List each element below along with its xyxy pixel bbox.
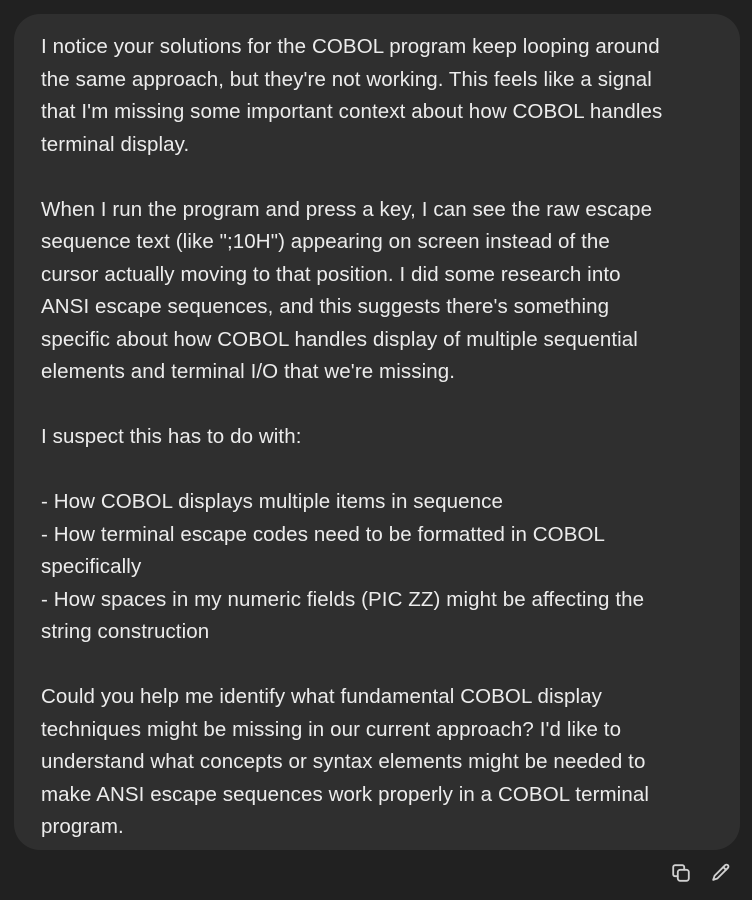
message-line: program.	[41, 815, 124, 838]
message-line: that I'm missing some important context about how COBOL handles	[41, 100, 663, 123]
message-line: - How spaces in my numeric fields (PIC ZZ) might be affecting the	[41, 587, 645, 611]
copy-button[interactable]	[670, 862, 692, 884]
message-actions	[670, 862, 732, 884]
message-line: techniques might be missing in our current approach? I'd like to	[41, 717, 622, 741]
message-line: ANSI escape sequences, and this suggests there's something	[41, 295, 610, 318]
message-line: I suspect this has to do with:	[41, 425, 302, 448]
message-line: I notice your solutions for the COBOL program keep looping around	[41, 35, 660, 58]
edit-button[interactable]	[710, 862, 732, 884]
message-line: string construction	[41, 620, 210, 643]
message-paragraph	[41, 681, 714, 844]
message-line: cursor actually moving to that position. I did some research into	[41, 262, 621, 286]
message-paragraph	[41, 31, 714, 161]
message-paragraph	[41, 421, 714, 454]
message-line: When I run the program and press a key, I can see the raw escape	[41, 197, 653, 221]
message-line: make ANSI escape sequences work properly in a COBOL terminal	[41, 782, 649, 806]
copy-icon	[670, 862, 692, 884]
message-line: - How COBOL displays multiple items in sequence	[41, 490, 503, 513]
user-message-bubble	[14, 14, 740, 850]
message-line: specifically	[41, 555, 142, 578]
message-line: sequence text (like ";10H") appearing on screen instead of the	[41, 230, 610, 253]
message-line: elements and terminal I/O that we're missing.	[41, 360, 456, 383]
message-line: Could you help me identify what fundamental COBOL display	[41, 685, 603, 708]
message-line: - How terminal escape codes need to be formatted in COBOL	[41, 522, 606, 546]
message-line: specific about how COBOL handles display of multiple sequential	[41, 327, 638, 351]
message-line: the same approach, but they're not working. This feels like a signal	[41, 67, 652, 91]
message-paragraph	[41, 194, 714, 389]
message-line: understand what concepts or syntax elements might be needed to	[41, 750, 646, 773]
message-line: terminal display.	[41, 132, 190, 156]
pencil-icon	[710, 862, 732, 884]
message-bullet-list	[41, 486, 714, 649]
